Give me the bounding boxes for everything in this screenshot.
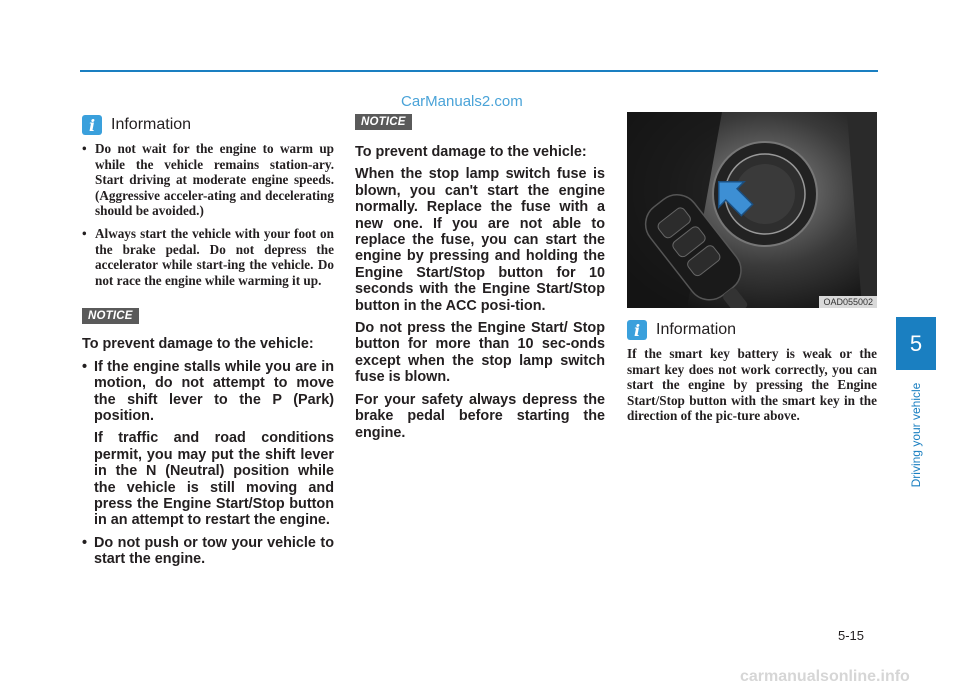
info-icon: i (627, 320, 647, 340)
column-1 (82, 115, 334, 574)
notice-bullet-list (82, 359, 334, 568)
footer-watermark: carmanualsonline.info (740, 668, 910, 685)
notice-bullet-paragraph: • If the engine stalls while you are in motion, do not attempt to move the shift lever to the P (Park) position. (94, 358, 334, 424)
watermark-top: CarManuals2.com (401, 93, 523, 110)
chapter-tab: 5 (896, 317, 936, 370)
info-icon: i (82, 115, 102, 135)
smart-key-figure (627, 112, 877, 308)
notice-paragraph: Do not press the Engine Start/ Stop button for more than 10 sec-onds except when the stop lamp switch fuse is blown. (355, 320, 605, 386)
smart-key-illustration (627, 112, 877, 308)
column-3 (627, 112, 877, 424)
list-item: • Always start the vehicle with your foot on the brake pedal. Do not depress the accelerator while start-ing the vehicle. Do not race the engine while warming it up. (82, 226, 334, 288)
info-paragraph: If the smart key battery is weak or the smart key does not work correctly, you can start the engine by pressing the Engine Start/Stop button with the smart key in the direction of the pic-ture above. (627, 346, 877, 424)
info-header (82, 115, 334, 135)
info-bullet-list (82, 141, 334, 288)
list-item: • Do not push or tow your vehicle to start the engine. (82, 535, 334, 568)
notice-paragraph: When the stop lamp switch fuse is blown, you can't start the engine normally. Replace the fuse with a new one. If you are not able to replace the fuse, you can start the engine by pressing and holding the Engine Start/Stop button for 10 seconds with the Engine Start/Stop button in the ACC posi-tion. (355, 166, 605, 314)
notice-badge: NOTICE (355, 114, 412, 130)
notice-title: To prevent damage to the vehicle: (355, 144, 587, 160)
column-2 (355, 112, 605, 447)
page-number: 5-15 (838, 628, 865, 643)
info-title: Information (111, 116, 192, 133)
list-item: • Do not wait for the engine to warm up while the vehicle remains station-ary. Start driving at moderate engine speeds. (Aggressive acceler-ating and decelerating should be avoided.) (82, 141, 334, 219)
info-title: Information (656, 321, 737, 338)
figure-caption: OAD055002 (819, 296, 877, 308)
notice-bullet-paragraph: If traffic and road conditions permit, you may put the shift lever in the N (Neutral) position while the vehicle is still moving and press the Engine Start/Stop button in an attempt to restart the engine. (94, 430, 334, 529)
chapter-label: Driving your vehicle (909, 382, 923, 488)
notice-badge: NOTICE (82, 308, 139, 324)
top-rule (80, 70, 878, 72)
notice-paragraph: For your safety always depress the brake pedal before starting the engine. (355, 391, 605, 441)
notice-title: To prevent damage to the vehicle: (82, 336, 314, 353)
list-item (82, 359, 334, 529)
info-header (627, 320, 877, 340)
